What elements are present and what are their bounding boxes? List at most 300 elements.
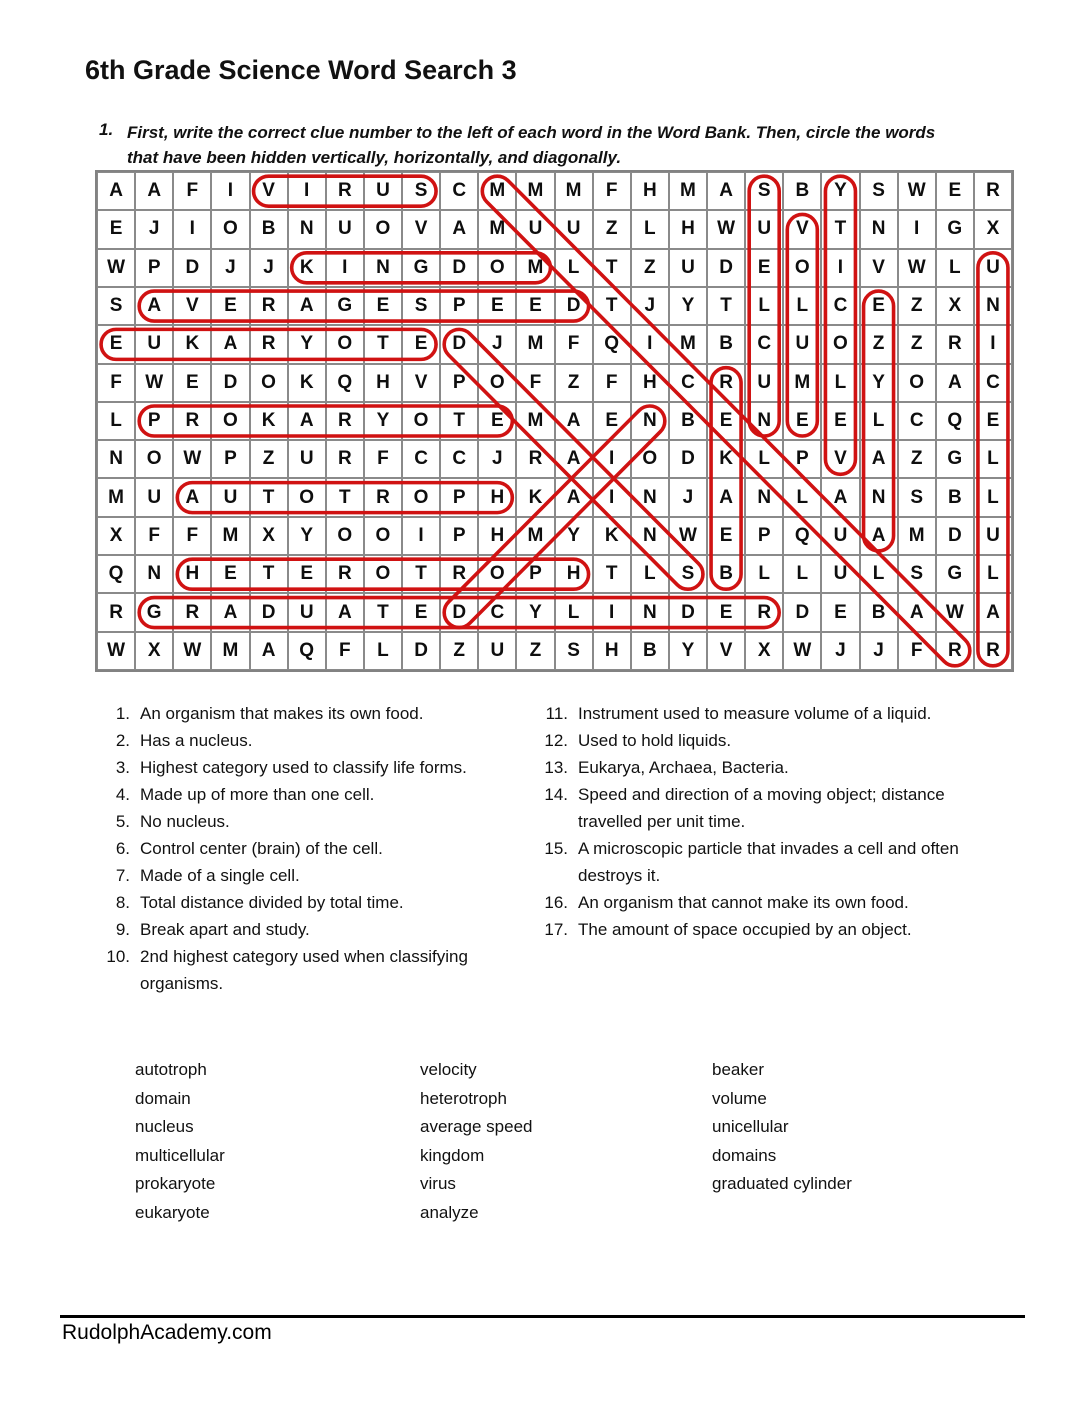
grid-cell: G [135, 593, 173, 631]
grid-cell: B [669, 402, 707, 440]
grid-cell: P [135, 249, 173, 287]
clue-item [90, 889, 528, 916]
grid-cell: O [211, 402, 249, 440]
grid-cell: N [631, 478, 669, 516]
grid-cell: T [593, 555, 631, 593]
grid-cell: D [669, 440, 707, 478]
bank-word: multicellular [135, 1145, 225, 1165]
grid-cell: H [364, 364, 402, 402]
grid-cell: R [440, 555, 478, 593]
clue-item [90, 808, 528, 835]
grid-cell: J [478, 325, 516, 363]
clue-number: 4. [115, 785, 130, 804]
grid-cell: Y [860, 364, 898, 402]
grid-cell: Q [783, 517, 821, 555]
grid-cell: W [707, 210, 745, 248]
grid-cell: V [707, 632, 745, 670]
clue-text: 2nd highest category used when classifying organisms. [140, 947, 468, 993]
grid-cell: C [478, 593, 516, 631]
grid-cell: E [974, 402, 1012, 440]
clue-number: 13. [544, 758, 568, 777]
grid-cell: T [250, 555, 288, 593]
grid-cell: L [745, 287, 783, 325]
grid-cell: O [326, 517, 364, 555]
clue-item [528, 781, 976, 835]
clue-item [528, 835, 976, 889]
grid-cell: D [707, 249, 745, 287]
clue-text: Highest category used to classify life forms. [140, 758, 467, 777]
grid-cell: E [707, 517, 745, 555]
grid-cell: A [135, 172, 173, 210]
grid-cell: A [860, 517, 898, 555]
grid-cell: R [364, 478, 402, 516]
grid-cell: P [745, 517, 783, 555]
clue-item [90, 943, 528, 997]
grid-cell: S [745, 172, 783, 210]
bank-word: kingdom [420, 1145, 485, 1165]
grid-cell: B [936, 478, 974, 516]
grid-cell: N [631, 402, 669, 440]
grid-cell: E [97, 325, 135, 363]
grid-cell: R [173, 593, 211, 631]
grid-cell: A [707, 172, 745, 210]
grid-cell: L [974, 440, 1012, 478]
grid-cell: E [860, 287, 898, 325]
grid-cell: G [402, 249, 440, 287]
grid-cell: T [364, 325, 402, 363]
grid-cell: N [631, 593, 669, 631]
grid-cell: I [593, 440, 631, 478]
grid-cell: P [440, 287, 478, 325]
grid-cell: E [936, 172, 974, 210]
grid-cell: A [707, 478, 745, 516]
grid-cell: N [745, 478, 783, 516]
grid-cell: R [745, 593, 783, 631]
clue-number: 15. [544, 839, 568, 858]
grid-cell: T [364, 593, 402, 631]
clue-text: The amount of space occupied by an object. [578, 920, 912, 939]
grid-cell: E [288, 555, 326, 593]
grid-cell: B [860, 593, 898, 631]
grid-cell: N [631, 517, 669, 555]
grid-cell: C [402, 440, 440, 478]
bank-word: domains [712, 1145, 777, 1165]
grid-cell: M [211, 632, 249, 670]
grid-cell: O [211, 210, 249, 248]
grid-cell: P [783, 440, 821, 478]
grid-cell: M [898, 517, 936, 555]
grid-cell: A [555, 402, 593, 440]
grid-cell: F [326, 632, 364, 670]
grid-cell: N [860, 210, 898, 248]
grid-cell: A [898, 593, 936, 631]
grid-cell: Z [860, 325, 898, 363]
clue-number: 14. [544, 785, 568, 804]
grid-cell: M [516, 172, 554, 210]
bank-word: virus [420, 1174, 456, 1193]
grid-cell: A [555, 440, 593, 478]
grid-cell: R [974, 172, 1012, 210]
instruction-text: First, write the correct clue number to the left of each word in the Word Bank. Then, circle the words that have been hidden vertically, horizontally, and diagonally. [127, 123, 936, 167]
footer-divider [60, 1315, 1025, 1318]
clue-number: 11. [545, 704, 568, 723]
grid-cell: W [135, 364, 173, 402]
clue-number: 9. [115, 920, 130, 939]
instruction-number: 1. [99, 120, 114, 139]
grid-cell: L [555, 593, 593, 631]
grid-cell: Y [288, 517, 326, 555]
grid-cell: R [326, 440, 364, 478]
grid-cell: M [478, 210, 516, 248]
grid-cell: M [211, 517, 249, 555]
clues-right-column [528, 700, 976, 943]
grid-cell: R [974, 632, 1012, 670]
grid-cell: D [211, 364, 249, 402]
grid-cell: R [97, 593, 135, 631]
grid-cell: R [707, 364, 745, 402]
grid-cell: L [97, 402, 135, 440]
grid-cell: P [211, 440, 249, 478]
grid-cell: V [250, 172, 288, 210]
grid-cell: Z [593, 210, 631, 248]
grid-cell: M [783, 364, 821, 402]
grid-cell: Z [555, 364, 593, 402]
grid-cell: I [326, 249, 364, 287]
bank-word: beaker [712, 1060, 764, 1079]
grid-cell: A [173, 478, 211, 516]
footer-link[interactable]: RudolphAcademy.com [62, 1321, 272, 1344]
grid-cell: M [516, 402, 554, 440]
grid-cell: N [135, 555, 173, 593]
grid-cell: A [288, 402, 326, 440]
grid-cell: D [173, 249, 211, 287]
grid-cell: R [516, 440, 554, 478]
grid-cell: D [250, 593, 288, 631]
grid-cell: U [783, 325, 821, 363]
grid-cell: O [364, 555, 402, 593]
clue-number: 16. [544, 893, 568, 912]
bank-word: volume [712, 1088, 767, 1108]
letter-grid [97, 172, 1012, 670]
clue-item [528, 889, 976, 916]
grid-cell: L [974, 555, 1012, 593]
grid-cell: U [745, 210, 783, 248]
grid-cell: G [326, 287, 364, 325]
grid-cell: V [173, 287, 211, 325]
grid-cell: U [326, 210, 364, 248]
bank-word: heterotroph [420, 1088, 507, 1108]
clue-text: Instrument used to measure volume of a liquid. [578, 704, 932, 723]
grid-cell: E [211, 287, 249, 325]
clue-number: 6. [115, 839, 130, 858]
clue-item [90, 781, 528, 808]
grid-cell: E [593, 402, 631, 440]
grid-cell: W [898, 172, 936, 210]
grid-cell: F [516, 364, 554, 402]
grid-cell: I [402, 517, 440, 555]
grid-cell: B [250, 210, 288, 248]
grid-cell: T [593, 287, 631, 325]
bank-word: nucleus [135, 1117, 194, 1136]
grid-cell: M [516, 325, 554, 363]
grid-cell: L [821, 364, 859, 402]
grid-cell: T [707, 287, 745, 325]
grid-cell: V [402, 210, 440, 248]
grid-cell: F [593, 364, 631, 402]
grid-cell: U [364, 172, 402, 210]
grid-cell: U [288, 593, 326, 631]
grid-cell: R [326, 555, 364, 593]
grid-cell: Q [593, 325, 631, 363]
grid-cell: E [478, 287, 516, 325]
grid-cell: W [783, 632, 821, 670]
grid-cell: U [135, 325, 173, 363]
clue-text: A microscopic particle that invades a cell and often destroys it. [578, 839, 959, 885]
clue-number: 8. [115, 893, 130, 912]
bank-word: velocity [420, 1060, 477, 1079]
grid-cell: S [97, 287, 135, 325]
grid-cell: Q [326, 364, 364, 402]
grid-cell: D [440, 593, 478, 631]
grid-cell: X [936, 287, 974, 325]
grid-cell: W [173, 440, 211, 478]
grid-cell: O [898, 364, 936, 402]
grid-cell: H [669, 210, 707, 248]
grid-cell: C [745, 325, 783, 363]
clue-number: 2. [115, 731, 130, 750]
grid-cell: E [783, 402, 821, 440]
clue-text: Made of a single cell. [140, 866, 300, 885]
grid-cell: L [783, 478, 821, 516]
grid-cell: E [173, 364, 211, 402]
grid-cell: T [440, 402, 478, 440]
grid-cell: O [364, 210, 402, 248]
clue-text: Control center (brain) of the cell. [140, 839, 383, 858]
clue-item [90, 916, 528, 943]
grid-cell: O [402, 478, 440, 516]
bank-word: average speed [420, 1117, 533, 1136]
grid-cell: F [364, 440, 402, 478]
grid-cell: U [745, 364, 783, 402]
grid-cell: U [974, 517, 1012, 555]
grid-cell: S [898, 478, 936, 516]
grid-cell: I [173, 210, 211, 248]
grid-cell: P [135, 402, 173, 440]
grid-cell: A [555, 478, 593, 516]
grid-cell: I [211, 172, 249, 210]
grid-cell: J [631, 287, 669, 325]
grid-cell: Y [516, 593, 554, 631]
grid-cell: M [669, 325, 707, 363]
grid-cell: D [783, 593, 821, 631]
grid-cell: O [631, 440, 669, 478]
grid-cell: G [936, 440, 974, 478]
grid-cell: E [821, 593, 859, 631]
grid-cell: P [516, 555, 554, 593]
grid-cell: F [173, 172, 211, 210]
clue-number: 5. [115, 812, 130, 831]
clue-item [90, 727, 528, 754]
grid-cell: N [288, 210, 326, 248]
grid-cell: M [516, 249, 554, 287]
grid-cell: B [707, 555, 745, 593]
clue-text: Eukarya, Archaea, Bacteria. [578, 758, 789, 777]
bank-word: prokaryote [135, 1174, 216, 1193]
grid-cell: C [974, 364, 1012, 402]
clues-left-column [90, 700, 528, 997]
grid-cell: E [97, 210, 135, 248]
grid-cell: A [97, 172, 135, 210]
grid-cell: J [669, 478, 707, 516]
grid-cell: N [745, 402, 783, 440]
grid-cell: I [974, 325, 1012, 363]
grid-cell: D [402, 632, 440, 670]
grid-cell: E [707, 593, 745, 631]
grid-cell: D [440, 249, 478, 287]
grid-cell: L [783, 287, 821, 325]
grid-cell: C [821, 287, 859, 325]
grid-cell: H [631, 172, 669, 210]
grid-cell: V [402, 364, 440, 402]
grid-cell: R [250, 325, 288, 363]
grid-cell: K [288, 249, 326, 287]
grid-cell: A [211, 325, 249, 363]
clue-number: 12. [544, 731, 568, 750]
grid-cell: L [745, 440, 783, 478]
grid-cell: O [478, 364, 516, 402]
grid-cell: O [783, 249, 821, 287]
grid-cell: L [364, 632, 402, 670]
grid-cell: J [478, 440, 516, 478]
grid-cell: J [860, 632, 898, 670]
grid-cell: J [250, 249, 288, 287]
bank-word: autotroph [135, 1060, 207, 1079]
grid-cell: O [288, 478, 326, 516]
grid-cell: C [440, 172, 478, 210]
grid-cell: O [402, 402, 440, 440]
grid-cell: U [821, 517, 859, 555]
grid-cell: N [97, 440, 135, 478]
clue-text: Made up of more than one cell. [140, 785, 375, 804]
grid-cell: U [478, 632, 516, 670]
grid-cell: Z [440, 632, 478, 670]
grid-cell: K [173, 325, 211, 363]
grid-cell: O [326, 325, 364, 363]
grid-cell: F [173, 517, 211, 555]
grid-cell: H [593, 632, 631, 670]
grid-cell: S [860, 172, 898, 210]
grid-cell: P [440, 478, 478, 516]
bank-word: analyze [420, 1202, 479, 1222]
grid-cell: X [250, 517, 288, 555]
clue-item [528, 727, 976, 754]
grid-cell: V [860, 249, 898, 287]
clue-text: An organism that cannot make its own food. [578, 893, 909, 912]
grid-cell: S [669, 555, 707, 593]
grid-cell: A [135, 287, 173, 325]
grid-cell: A [974, 593, 1012, 631]
grid-cell: T [821, 210, 859, 248]
grid-cell: Q [288, 632, 326, 670]
grid-cell: K [288, 364, 326, 402]
grid-cell: O [135, 440, 173, 478]
grid-cell: A [440, 210, 478, 248]
clue-text: Break apart and study. [140, 920, 310, 939]
grid-cell: D [669, 593, 707, 631]
grid-cell: X [745, 632, 783, 670]
grid-cell: I [631, 325, 669, 363]
clue-item [90, 754, 528, 781]
grid-cell: E [707, 402, 745, 440]
grid-cell: L [745, 555, 783, 593]
grid-cell: V [821, 440, 859, 478]
grid-cell: T [593, 249, 631, 287]
grid-cell: R [250, 287, 288, 325]
grid-cell: G [936, 210, 974, 248]
grid-cell: P [440, 517, 478, 555]
grid-cell: A [326, 593, 364, 631]
grid-cell: N [364, 249, 402, 287]
word-search-grid [95, 170, 1014, 672]
grid-cell: K [250, 402, 288, 440]
grid-cell: Y [288, 325, 326, 363]
grid-cell: C [440, 440, 478, 478]
grid-cell: S [555, 632, 593, 670]
grid-cell: O [478, 555, 516, 593]
grid-cell: I [593, 478, 631, 516]
grid-cell: U [555, 210, 593, 248]
grid-cell: R [173, 402, 211, 440]
grid-cell: Y [669, 632, 707, 670]
grid-cell: T [326, 478, 364, 516]
grid-cell: K [516, 478, 554, 516]
clue-text: Speed and direction of a moving object; distance travelled per unit time. [578, 785, 945, 831]
clue-number: 10. [106, 947, 130, 966]
grid-cell: C [898, 402, 936, 440]
grid-cell: Z [250, 440, 288, 478]
grid-cell: E [478, 402, 516, 440]
word-bank-column-3 [712, 1056, 1012, 1199]
grid-cell: R [936, 632, 974, 670]
grid-cell: R [326, 172, 364, 210]
bank-word: domain [135, 1088, 191, 1108]
grid-cell: K [707, 440, 745, 478]
grid-cell: F [135, 517, 173, 555]
clue-number: 17. [544, 920, 568, 939]
grid-cell: E [745, 249, 783, 287]
grid-cell: U [669, 249, 707, 287]
grid-cell: H [478, 517, 516, 555]
word-bank-column-1 [135, 1056, 395, 1227]
grid-cell: M [555, 172, 593, 210]
grid-cell: D [555, 287, 593, 325]
grid-cell: C [669, 364, 707, 402]
grid-cell: O [250, 364, 288, 402]
grid-cell: A [821, 478, 859, 516]
grid-cell: T [250, 478, 288, 516]
grid-cell: B [707, 325, 745, 363]
grid-cell: H [173, 555, 211, 593]
grid-cell: L [974, 478, 1012, 516]
grid-cell: D [936, 517, 974, 555]
grid-cell: F [555, 325, 593, 363]
grid-cell: S [402, 287, 440, 325]
grid-cell: U [288, 440, 326, 478]
grid-cell: N [974, 287, 1012, 325]
grid-cell: R [326, 402, 364, 440]
bank-word: unicellular [712, 1117, 789, 1136]
clue-text: An organism that makes its own food. [140, 704, 424, 723]
